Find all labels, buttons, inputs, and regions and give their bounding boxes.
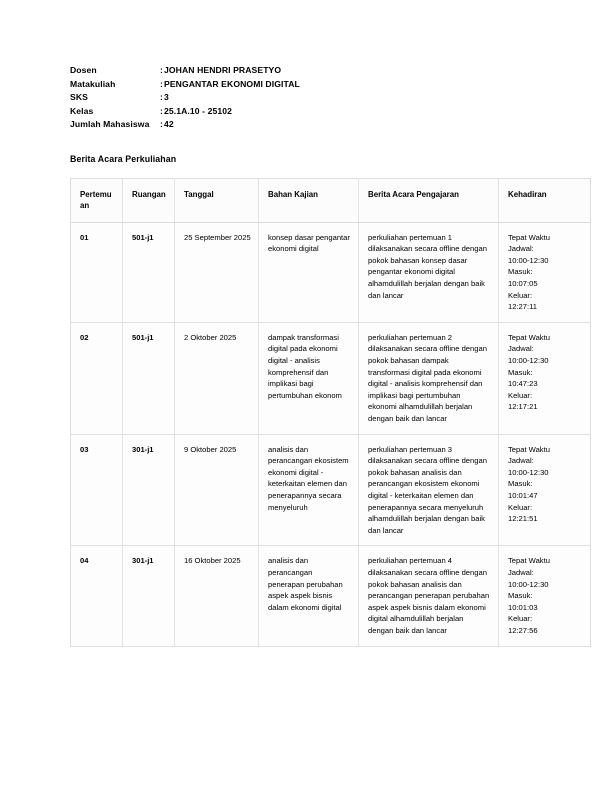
keluar-value: 12:21:51 [508, 514, 538, 524]
masuk-label: Masuk: [508, 479, 533, 489]
column-header-berita-acara-pengajaran: Berita Acara Pengajaran [359, 178, 499, 222]
masuk-label: Masuk: [508, 367, 533, 377]
cell-ruangan: 301-j1 [123, 434, 175, 546]
course-info-row-jumlah-mahasiswa [70, 118, 590, 132]
jadwal-value: 10:00-12:30 [508, 467, 549, 477]
sks-label: SKS [70, 92, 88, 102]
keluar-label: Keluar: [508, 390, 533, 400]
masuk-label: Masuk: [508, 267, 533, 277]
cell-bahan-kajian: konsep dasar pengantar ekonomi digital [259, 222, 359, 322]
jumlah-mahasiswa-value: 42 [164, 119, 174, 129]
table-row [71, 322, 591, 434]
cell-bahan-kajian: dampak transformasi digital pada ekonomi digital - analisis komprehensif dan implikasi bagi pertumbuhan ekonom [259, 322, 359, 434]
masuk-value: 10:07:05 [508, 279, 538, 289]
berita-acara-table [70, 178, 591, 647]
cell-berita-acara: perkuliahan pertemuan 4 dilaksanakan secara offline dengan pokok bahasan analisis dan perancangan penerapan perubahan aspek aspek bisnis dalam ekonomi digital alhamdulillah berjalan dengan baik dan lancar [359, 546, 499, 646]
cell-tanggal: 2 Oktober 2025 [175, 322, 259, 434]
keluar-value: 12:27:56 [508, 625, 538, 635]
column-header-bahan-kajian: Bahan Kajian [259, 178, 359, 222]
course-info-row-matakuliah [70, 78, 590, 92]
keluar-value: 12:17:21 [508, 402, 538, 412]
jadwal-value: 10:00-12:30 [508, 579, 549, 589]
column-header-kehadiran: Kehadiran [499, 178, 591, 222]
jadwal-value: 10:00-12:30 [508, 356, 549, 366]
course-info-block [70, 64, 590, 132]
cell-kehadiran [499, 222, 591, 322]
course-info-row-sks [70, 91, 590, 105]
keluar-value: 12:27:11 [508, 302, 537, 312]
column-header-tanggal: Tanggal [175, 178, 259, 222]
jadwal-label: Jadwal: [508, 244, 534, 254]
status-badge: Tepat Waktu [508, 444, 550, 454]
masuk-value: 10:01:03 [508, 602, 538, 612]
keluar-label: Keluar: [508, 502, 533, 512]
course-info-row-dosen [70, 64, 590, 78]
kelas-value: 25.1A.10 - 25102 [164, 105, 233, 116]
keluar-label: Keluar: [508, 614, 533, 624]
cell-tanggal: 9 Oktober 2025 [175, 434, 259, 546]
cell-pertemuan: 02 [71, 322, 123, 434]
kelas-label: Kelas [70, 105, 94, 116]
jumlah-mahasiswa-label: Jumlah Mahasiswa [70, 119, 150, 129]
status-badge: Tepat Waktu [508, 332, 550, 342]
table-row [71, 222, 591, 322]
cell-pertemuan: 01 [71, 222, 123, 322]
column-header-ruangan: Ruangan [123, 178, 175, 222]
jadwal-value: 10:00-12:30 [508, 255, 549, 265]
status-badge: Tepat Waktu [508, 556, 550, 566]
dosen-value: JOHAN HENDRI PRASETYO [164, 65, 282, 75]
cell-pertemuan: 03 [71, 434, 123, 546]
matakuliah-value: PENGANTAR EKONOMI DIGITAL [164, 78, 300, 89]
table-row [71, 434, 591, 546]
keluar-label: Keluar: [508, 290, 533, 300]
status-badge: Tepat Waktu [508, 232, 550, 242]
cell-pertemuan: 04 [71, 546, 123, 646]
jadwal-label: Jadwal: [508, 344, 534, 354]
cell-tanggal: 16 Oktober 2025 [175, 546, 259, 646]
jadwal-label: Jadwal: [508, 456, 534, 466]
cell-berita-acara: perkuliahan pertemuan 3 dilaksanakan secara offline dengan pokok bahasan analisis dan perancangan ekosistem ekonomi digital - keterkaitan elemen dan penerapannya secara menyeluruh alhamdulillah berjalan dengan baik dan lancar [359, 434, 499, 546]
course-info-row-kelas [70, 105, 590, 119]
sks-separator: : [160, 92, 163, 102]
matakuliah-separator: : [160, 78, 163, 89]
cell-berita-acara: perkuliahan pertemuan 2 dilaksanakan secara offline dengan pokok bahasan dampak transformasi digital pada ekonomi digital - analisis komprehensif dan implikasi bagi pertumbuhan ekonomi alhamdulillah berjalan dengan baik dan lancar [359, 322, 499, 434]
jadwal-label: Jadwal: [508, 567, 534, 577]
cell-kehadiran [499, 322, 591, 434]
sks-value: 3 [164, 92, 169, 102]
cell-berita-acara: perkuliahan pertemuan 1 dilaksanakan secara offline dengan pokok bahasan konsep dasar pengantar ekonomi digital alhamdulillah berjalan dengan baik dan lancar [359, 222, 499, 322]
cell-ruangan: 501-j1 [123, 322, 175, 434]
cell-kehadiran [499, 546, 591, 646]
masuk-value: 10:01:47 [508, 490, 538, 500]
jumlah-mahasiswa-separator: : [160, 119, 163, 129]
dosen-label: Dosen [70, 65, 97, 75]
cell-ruangan: 301-j1 [123, 546, 175, 646]
cell-bahan-kajian: analisis dan perancangan penerapan perubahan aspek aspek bisnis dalam ekonomi digital [259, 546, 359, 646]
table-header-row [71, 178, 591, 222]
masuk-value: 10:47:23 [508, 379, 538, 389]
kelas-separator: : [160, 105, 163, 116]
cell-bahan-kajian: analisis dan perancangan ekosistem ekonomi digital - keterkaitan elemen dan penerapannya secara menyeluruh [259, 434, 359, 546]
cell-tanggal: 25 September 2025 [175, 222, 259, 322]
cell-ruangan: 501-j1 [123, 222, 175, 322]
cell-kehadiran [499, 434, 591, 546]
dosen-separator: : [160, 65, 163, 75]
matakuliah-label: Matakuliah [70, 78, 116, 89]
table-row [71, 546, 591, 646]
page-title: Berita Acara Perkuliahan [70, 153, 177, 164]
column-header-pertemuan: Pertemuan [71, 178, 123, 222]
masuk-label: Masuk: [508, 591, 533, 601]
